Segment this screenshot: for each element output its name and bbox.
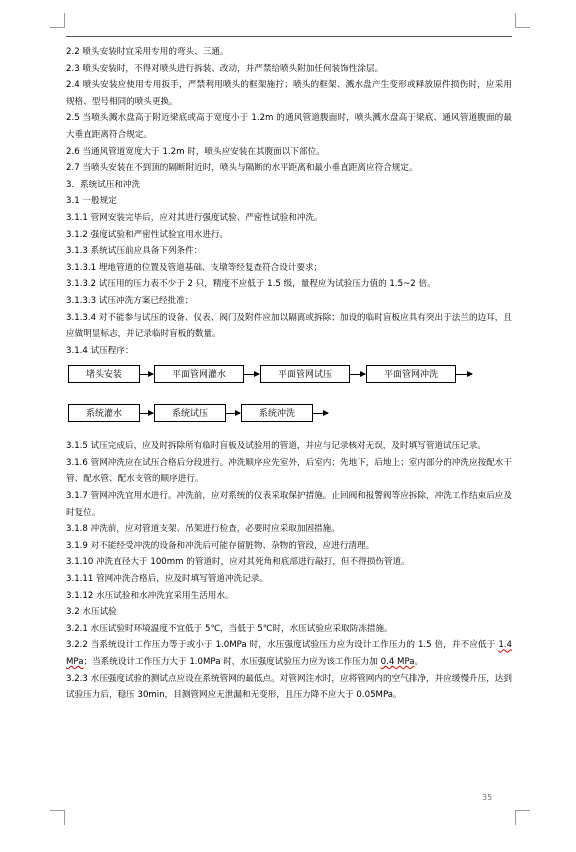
- header-rule: [66, 36, 512, 37]
- crop-mark-bottom-left: [50, 810, 65, 825]
- paragraph: [66, 637, 512, 670]
- paragraph: 3.2.1 水压试验时环境温度不宜低于 5℃，当低于 5℃时，水压试验应采取防冻措施。: [66, 623, 393, 634]
- subsection-heading: 3.2 水压试验: [66, 607, 117, 618]
- paragraph: 3.1.12 水压试验和水冲洗宜采用生活用水。: [66, 590, 234, 601]
- flow-arrow: [244, 374, 259, 375]
- paragraph: 3.1.9 对不能经受冲洗的设备和冲洗后可能存留脏物、杂物的管段，应进行清理。: [66, 540, 375, 551]
- paragraph: 2.2 喷头安装时宜采用专用的弯头、三通。: [66, 47, 229, 57]
- flow-arrow: [140, 413, 153, 414]
- paragraph: 3.1.1 管网安装完毕后，应对其进行强度试验、严密性试验和冲洗。: [66, 212, 323, 223]
- flow-step-plug-install: 堵头安装: [68, 365, 140, 383]
- flow-step-system-pressure: 系统试压: [154, 404, 226, 422]
- subsection-heading: 3.1 一般规定: [66, 196, 117, 207]
- paragraph: 3.1.6 管网冲洗应在试压合格后分段进行。冲洗顺序应先室外，后室内；先地下，后地上；室内部分的冲洗应按配水干管、配水管、配水支管的顺序进行。: [66, 457, 512, 485]
- flow-step-plane-fill: 平面管网灌水: [154, 365, 244, 383]
- flow-arrow: [140, 374, 153, 375]
- crop-mark-top-left: [50, 13, 65, 28]
- flow-arrow: [350, 374, 365, 375]
- paragraph: 3.1.3 系统试压前应具备下列条件：: [66, 246, 203, 257]
- paragraph: 2.6 当通风管道宽度大于 1.2m 时，喷头应安装在其腹面以下部位。: [66, 146, 325, 157]
- paragraph: 3.1.5 试压完成后，应及时拆除所有临时盲板及试验用的管道，并应与记录核对无误，及时填写管道试压记录。: [66, 441, 486, 452]
- flow-step-plane-pressure: 平面管网试压: [260, 365, 350, 383]
- paragraph: 3.1.3.4 对不能参与试压的设备、仪表、阀门及附件应加以隔离或拆除；加设的临时盲板应具有突出于法兰的边耳，且应做明显标志，并记录临时盲板的数量。: [66, 312, 512, 340]
- paragraph: 3.1.3.2 试压用的压力表不少于 2 只，精度不应低于 1.5 级，量程应为试验压力值的 1.5~2 倍。: [66, 279, 436, 290]
- paragraph: 2.7 当喷头安装在不到顶的隔断附近时，喷头与隔断的水平距离和最小垂直距离应符合规定。: [66, 163, 418, 174]
- flow-step-system-flush: 系统冲洗: [241, 404, 313, 422]
- paragraph: 3.1.10 冲洗直径大于 100mm 的管道时，应对其死角和底部进行敲打，但不得损伤管道。: [66, 557, 410, 568]
- paragraph: 3.1.11 管网冲洗合格后，应及时填写管道冲洗记录。: [66, 574, 268, 585]
- flow-step-plane-flush: 平面管网冲洗: [366, 365, 456, 383]
- paragraph: 2.4 喷头安装应使用专用扳手，严禁利用喷头的框架施拧；喷头的框架、溅水盘产生变形或释放原件损伤时，应采用规格、型号相同的喷头更换。: [66, 80, 512, 107]
- crop-mark-bottom-right: [515, 810, 530, 825]
- text-run: ；当系统设计工作压力大于 1.0MPa 时，水压强度试验压力应为该工作压力加: [83, 657, 381, 667]
- pressure-test-flowchart: [66, 360, 512, 436]
- text-run: 3.2.2 当系统设计工作压力等于或小于 1.0MPa 时，水压强度试验压力应为设计工作压力的 1.5 倍，并不应低于: [66, 640, 499, 651]
- paragraph: 2.5 当喷头溅水盘高于附近梁底或高于宽度小于 1.2m 的通风管道腹面时，喷头溅水盘高于梁底、通风管道腹面的最大垂直距离符合规定。: [66, 113, 512, 140]
- paragraph: 3.1.7 管网冲洗宜用水进行。冲洗前，应对系统的仪表采取保护措施。止回阀和报警阀等应拆除，冲洗工作结束后应及时复位。: [66, 491, 512, 518]
- flow-arrow: [456, 374, 472, 375]
- paragraph: 3.1.8 冲洗前，应对管道支架、吊架进行检查，必要时应采取加固措施。: [66, 524, 340, 535]
- paragraph: 3.1.3.1 埋地管道的位置及管道基础、支墩等经复查符合设计要求；: [66, 262, 323, 273]
- paragraph: 3.1.4 试压程序：: [66, 345, 134, 356]
- flow-step-system-fill: 系统灌水: [68, 404, 140, 422]
- spellcheck-underlined-text: 0.4 MPa: [380, 657, 415, 667]
- text-run: 。: [414, 657, 424, 667]
- spellcheck-underlined-text: 1.4 MPa: [66, 640, 512, 667]
- paragraph: 3.1.2 强度试验和严密性试验宜用水进行。: [66, 229, 229, 240]
- crop-mark-top-right: [515, 13, 530, 28]
- flow-arrow: [313, 413, 328, 414]
- flow-arrow: [226, 413, 240, 414]
- page-number: 35: [482, 793, 493, 802]
- document-body: [66, 44, 512, 704]
- paragraph: 2.3 喷头安装时，不得对喷头进行拆装、改动，并严禁给喷头附加任何装饰性涂层。: [66, 63, 384, 74]
- paragraph: 3.2.3 水压强度试验的测试点应设在系统管网的最低点。对管网注水时，应将管网内的空气排净，并应缓慢升压，达到试验压力后，稳压 30min，目测管网应无泄漏和无变形，且压力降不应大于 0.05MPa。: [66, 673, 512, 701]
- paragraph: 3.1.3.3 试压冲洗方案已经批准；: [66, 295, 194, 306]
- section-heading: 3．系统试压和冲洗: [66, 179, 141, 190]
